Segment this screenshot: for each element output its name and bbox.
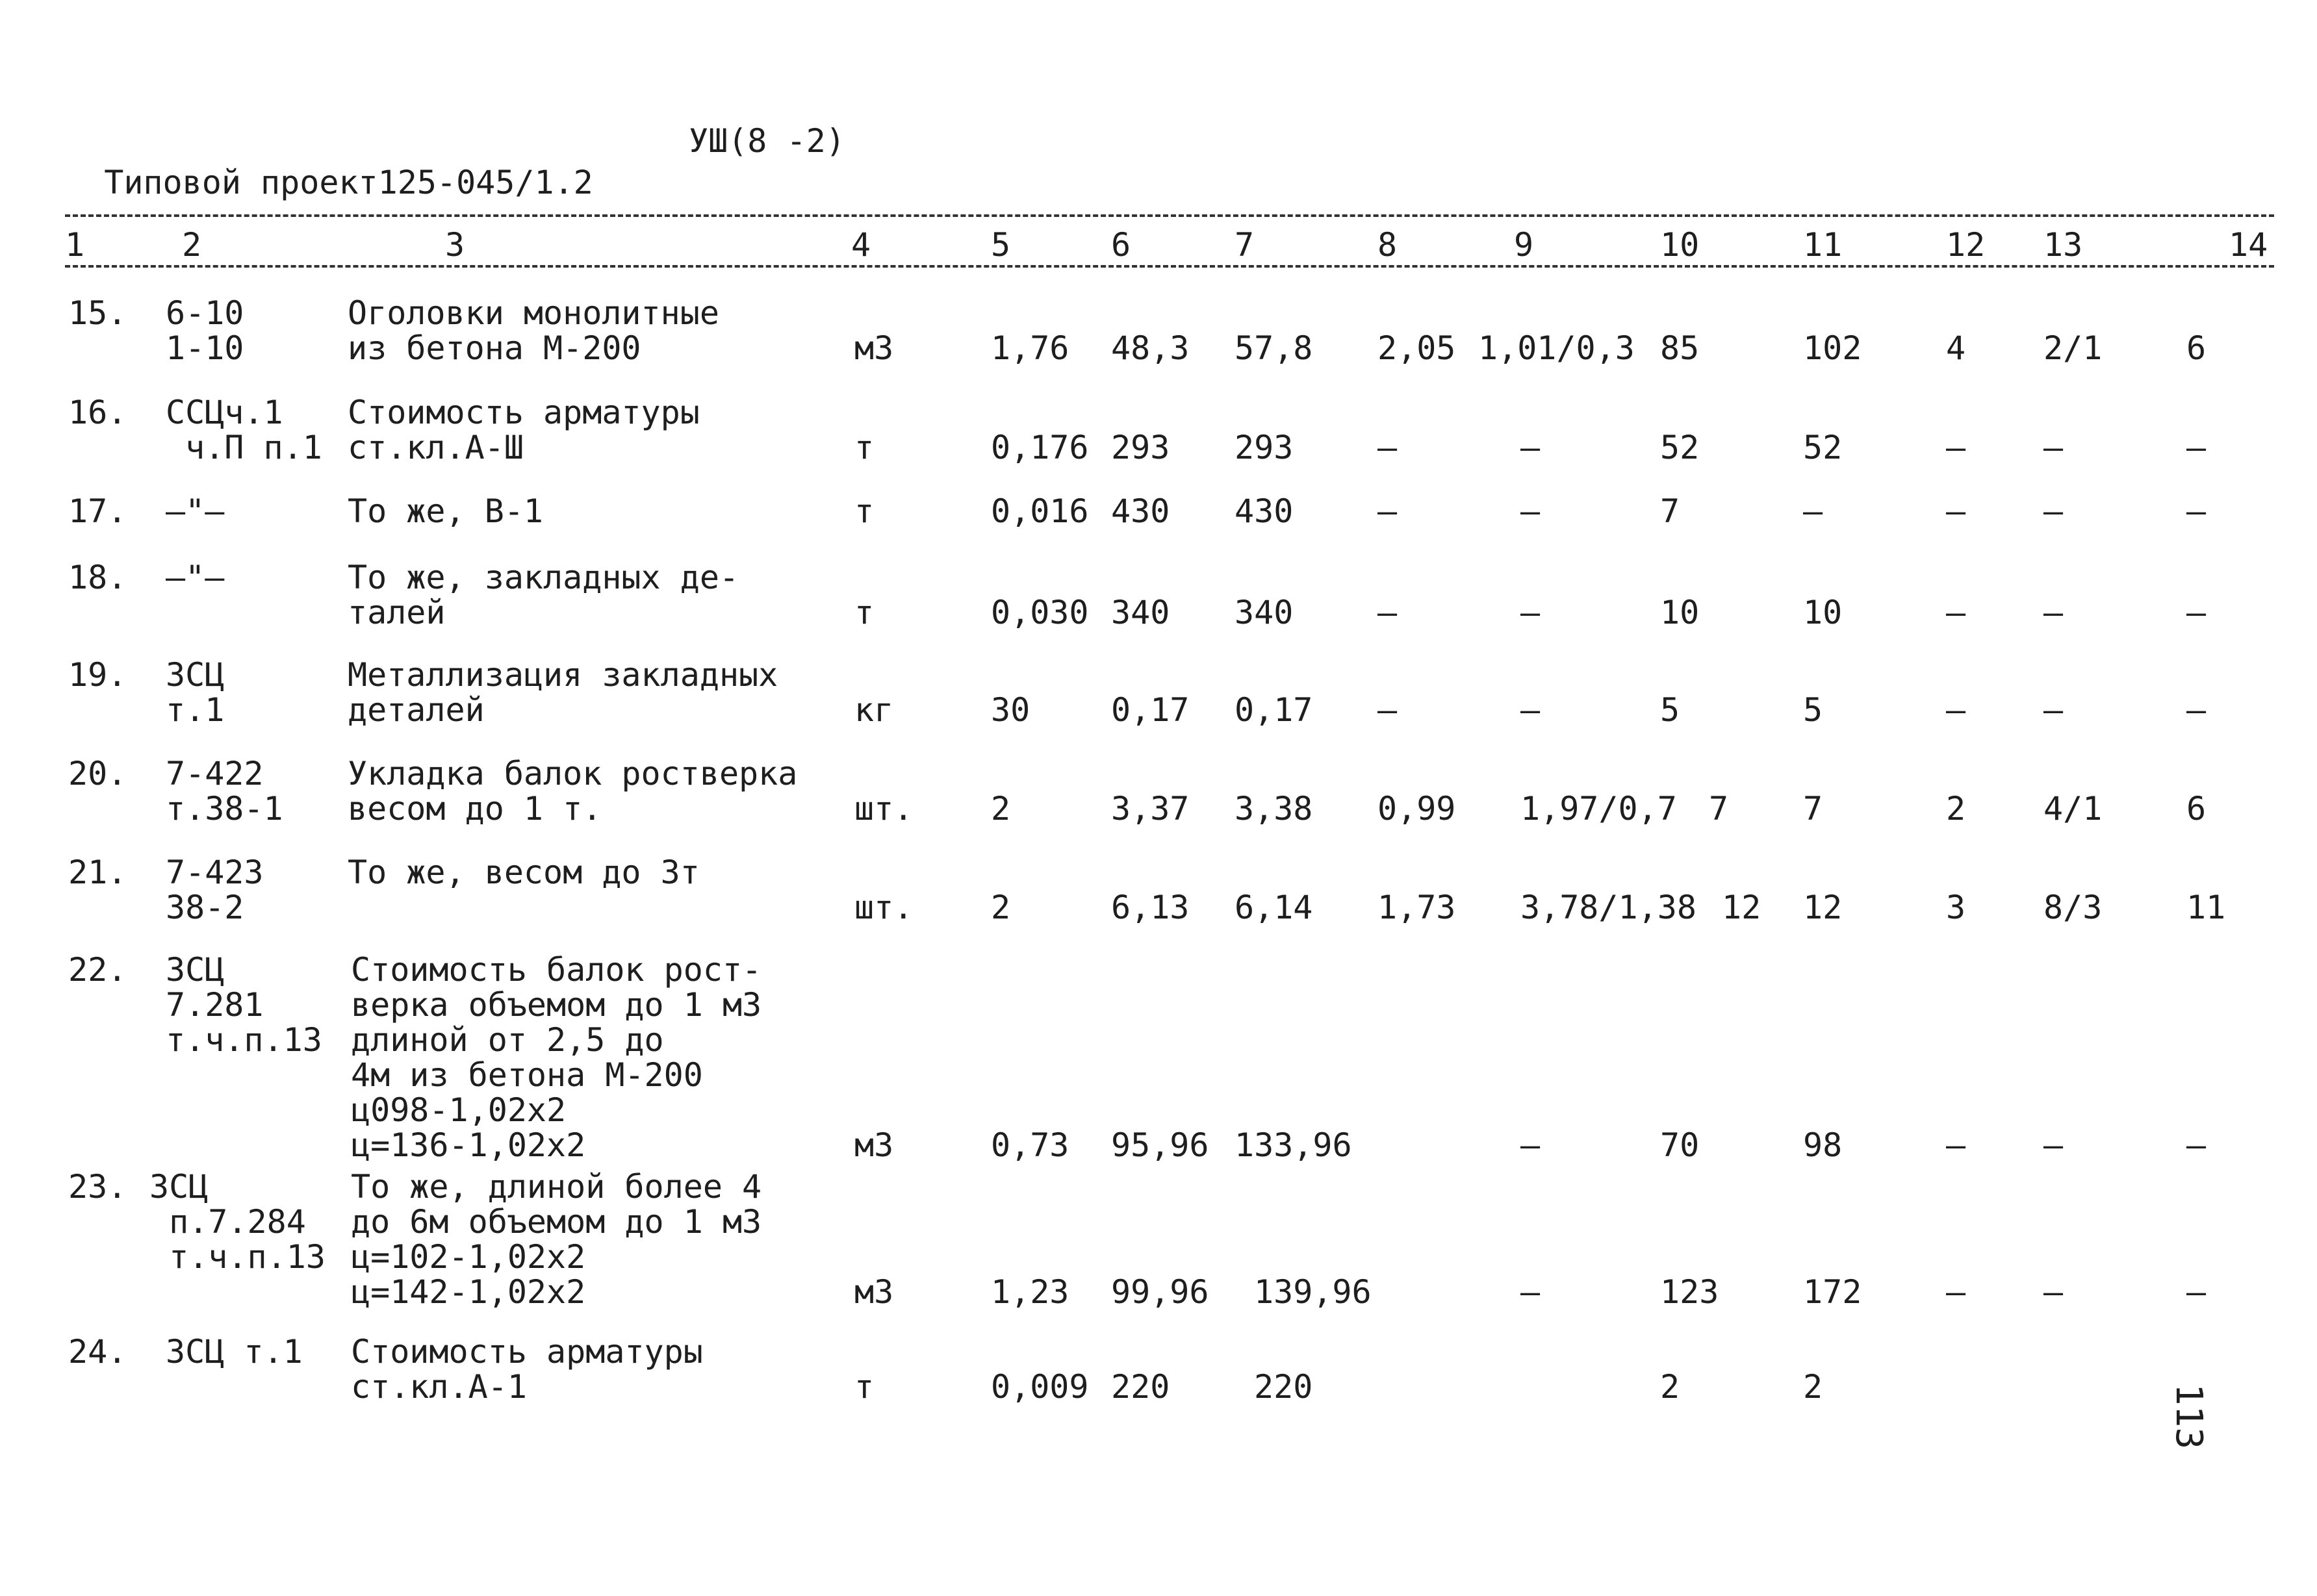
col-num-5: 5	[991, 226, 1011, 264]
unit: м3	[854, 1126, 894, 1164]
cell-col-11: 12	[1803, 889, 1843, 926]
cell-col-6: 3,37	[1111, 790, 1190, 828]
cell-col-8: –	[1377, 492, 1398, 530]
cell-col-10: 2	[1660, 1368, 1680, 1406]
cell-col-13: –	[2043, 1273, 2064, 1311]
norm-code: ССЦч.1 ч.П п.1	[166, 394, 322, 466]
unit: кг	[854, 691, 894, 729]
sheet-code: УШ(8 -2)	[689, 122, 845, 160]
col-num-10: 10	[1660, 226, 1700, 264]
cell-col-14: –	[2186, 691, 2207, 729]
cell-col-8: 1,73	[1377, 889, 1456, 926]
cell-col-9: –	[1520, 594, 1541, 631]
cell-col-7: 340	[1235, 594, 1294, 631]
work-name: Металлизация закладных деталей	[348, 656, 778, 729]
cell-col-5: 1,76	[991, 329, 1069, 367]
row-number: 19.	[68, 656, 127, 694]
cell-col-9: 3,78/1,38	[1520, 889, 1696, 926]
cell-col-9: –	[1520, 1273, 1541, 1311]
page-number: 113	[2168, 1384, 2210, 1450]
cell-col-14: 6	[2186, 329, 2207, 367]
cell-col-7: 0,17	[1235, 691, 1313, 729]
cell-col-7: 293	[1235, 429, 1294, 466]
work-name: Стоимость арматуры ст.кл.А-Ш	[348, 394, 700, 466]
norm-code: 7-422 т.38-1	[166, 755, 283, 828]
cell-col-9: 1,01/0,3	[1478, 329, 1635, 367]
col-num-3: 3	[445, 226, 465, 264]
cell-col-12: 3	[1946, 889, 1966, 926]
cell-col-7: 3,38	[1235, 790, 1313, 828]
cell-col-12: 2	[1946, 790, 1966, 828]
cell-col-14: –	[2186, 1273, 2207, 1311]
norm-code: ЗСЦ п.7.284 т.ч.п.13	[149, 1168, 326, 1276]
cell-col-14: 6	[2186, 790, 2207, 828]
cell-col-12: 4	[1946, 329, 1966, 367]
cell-col-5: 0,030	[991, 594, 1089, 631]
norm-code: 7-423 38-2	[166, 854, 264, 926]
unit: т	[854, 1368, 875, 1406]
cell-col-12: –	[1946, 691, 1966, 729]
norm-code: ЗСЦ т.1	[166, 656, 225, 729]
column-number-row	[0, 227, 2317, 266]
norm-code: ЗСЦ т.1	[166, 1333, 303, 1371]
cell-col-6: 293	[1111, 429, 1170, 466]
norm-code: ЗСЦ 7.281 т.ч.п.13	[166, 951, 322, 1059]
row-number: 17.	[68, 492, 127, 530]
cell-col-14: –	[2186, 492, 2207, 530]
norm-code: –"–	[166, 492, 225, 530]
cell-col-12: –	[1946, 1126, 1966, 1164]
cell-col-9: –	[1520, 1126, 1541, 1164]
cell-col-7: 139,96	[1254, 1273, 1372, 1311]
cell-col-11: 2	[1803, 1368, 1823, 1406]
cell-col-10: 123	[1660, 1273, 1719, 1311]
top-dashed-rule	[65, 214, 2274, 217]
unit: м3	[854, 329, 894, 367]
cell-col-6: 340	[1111, 594, 1170, 631]
cell-col-11: 102	[1803, 329, 1862, 367]
cell-col-6: 48,3	[1111, 329, 1190, 367]
cell-col-12: –	[1946, 492, 1966, 530]
cell-col-8: 2,05	[1377, 329, 1456, 367]
work-name: Стоимость арматуры ст.кл.А-1	[351, 1333, 703, 1406]
cell-col-13: –	[2043, 492, 2064, 530]
header-dashed-rule	[65, 265, 2274, 268]
cell-col-5: 0,016	[991, 492, 1089, 530]
cell-col-14: –	[2186, 594, 2207, 631]
cell-col-7: 57,8	[1235, 329, 1313, 367]
cell-col-13: –	[2043, 1126, 2064, 1164]
cell-col-7: 430	[1235, 492, 1294, 530]
cell-col-13: 2/1	[2043, 329, 2103, 367]
cell-col-14: –	[2186, 429, 2207, 466]
cell-col-8: 0,99	[1377, 790, 1456, 828]
cell-col-10: 7	[1709, 790, 1729, 828]
document-header	[65, 122, 845, 235]
cell-col-9: –	[1520, 691, 1541, 729]
row-number: 24.	[68, 1333, 127, 1371]
cell-col-13: –	[2043, 594, 2064, 631]
cell-col-8: –	[1377, 594, 1398, 631]
cell-col-13: –	[2043, 691, 2064, 729]
cell-col-11: 7	[1803, 790, 1823, 828]
cell-col-10: 85	[1660, 329, 1700, 367]
work-name: То же, закладных де- талей	[348, 559, 739, 631]
row-number: 18.	[68, 559, 127, 596]
project-title: Типовой проект125-045/1.2	[104, 164, 593, 201]
unit: т	[854, 492, 875, 530]
col-num-8: 8	[1377, 226, 1398, 264]
cell-col-7: 133,96	[1235, 1126, 1352, 1164]
cell-col-14: –	[2186, 1126, 2207, 1164]
cell-col-14: 11	[2186, 889, 2226, 926]
unit: т	[854, 429, 875, 466]
col-num-13: 13	[2043, 226, 2083, 264]
cell-col-11: –	[1803, 492, 1823, 530]
cell-col-10: 12	[1722, 889, 1761, 926]
work-name: То же, В-1	[348, 492, 544, 530]
row-number: 16.	[68, 394, 127, 431]
cell-col-11: 5	[1803, 691, 1823, 729]
cell-col-13: 4/1	[2043, 790, 2103, 828]
unit: шт.	[854, 790, 914, 828]
col-num-4: 4	[851, 226, 871, 264]
cell-col-6: 430	[1111, 492, 1170, 530]
cell-col-5: 2	[991, 790, 1011, 828]
col-num-9: 9	[1514, 226, 1534, 264]
work-name: То же, длиной более 4 до 6м объемом до 1 м3 ц=102-1,02х2 ц=142-1,02х2	[351, 1168, 762, 1311]
cell-col-9: 1,97/0,7	[1520, 790, 1677, 828]
cell-col-12: –	[1946, 594, 1966, 631]
cell-col-10: 10	[1660, 594, 1700, 631]
cell-col-6: 0,17	[1111, 691, 1190, 729]
cell-col-5: 0,176	[991, 429, 1089, 466]
cell-col-8: –	[1377, 429, 1398, 466]
norm-code: 6-10 1-10	[166, 294, 244, 367]
cell-col-12: –	[1946, 429, 1966, 466]
cell-col-5: 0,009	[991, 1368, 1089, 1406]
col-num-2: 2	[182, 226, 202, 264]
cell-col-7: 220	[1254, 1368, 1313, 1406]
cell-col-13: 8/3	[2043, 889, 2103, 926]
unit: шт.	[854, 889, 914, 926]
work-name: То же, весом до 3т	[348, 854, 700, 891]
cell-col-7: 6,14	[1235, 889, 1313, 926]
cell-col-10: 70	[1660, 1126, 1700, 1164]
norm-code: –"–	[166, 559, 225, 596]
cell-col-10: 7	[1660, 492, 1680, 530]
col-num-1: 1	[65, 226, 85, 264]
cell-col-11: 52	[1803, 429, 1843, 466]
row-number: 21.	[68, 854, 127, 891]
work-name: Стоимость балок рост- верка объемом до 1 м3 длиной от 2,5 до 4м из бетона М-200 ц098-1,02х2 ц=136-1,02х2	[351, 951, 762, 1164]
col-num-14: 14	[2229, 226, 2268, 264]
cell-col-12: –	[1946, 1273, 1966, 1311]
cell-col-11: 10	[1803, 594, 1843, 631]
col-num-11: 11	[1803, 226, 1843, 264]
cell-col-11: 98	[1803, 1126, 1843, 1164]
cell-col-6: 95,96	[1111, 1126, 1209, 1164]
row-number: 20.	[68, 755, 127, 792]
cell-col-5: 1,23	[991, 1273, 1069, 1311]
cell-col-9: –	[1520, 429, 1541, 466]
cell-col-13: –	[2043, 429, 2064, 466]
cell-col-6: 6,13	[1111, 889, 1190, 926]
cell-col-10: 52	[1660, 429, 1700, 466]
cell-col-10: 5	[1660, 691, 1680, 729]
cell-col-5: 2	[991, 889, 1011, 926]
row-number: 15.	[68, 294, 127, 332]
row-number: 22.	[68, 951, 127, 989]
unit: т	[854, 594, 875, 631]
cell-col-11: 172	[1803, 1273, 1862, 1311]
cell-col-6: 99,96	[1111, 1273, 1209, 1311]
row-number: 23.	[68, 1168, 127, 1206]
col-num-12: 12	[1946, 226, 1986, 264]
col-num-6: 6	[1111, 226, 1131, 264]
work-name: Укладка балок ростверка весом до 1 т.	[348, 755, 798, 828]
cell-col-9: –	[1520, 492, 1541, 530]
cell-col-8: –	[1377, 691, 1398, 729]
cell-col-5: 0,73	[991, 1126, 1069, 1164]
unit: м3	[854, 1273, 894, 1311]
work-name: Оголовки монолитные из бетона М-200	[348, 294, 719, 367]
cell-col-5: 30	[991, 691, 1030, 729]
col-num-7: 7	[1235, 226, 1255, 264]
cell-col-6: 220	[1111, 1368, 1170, 1406]
